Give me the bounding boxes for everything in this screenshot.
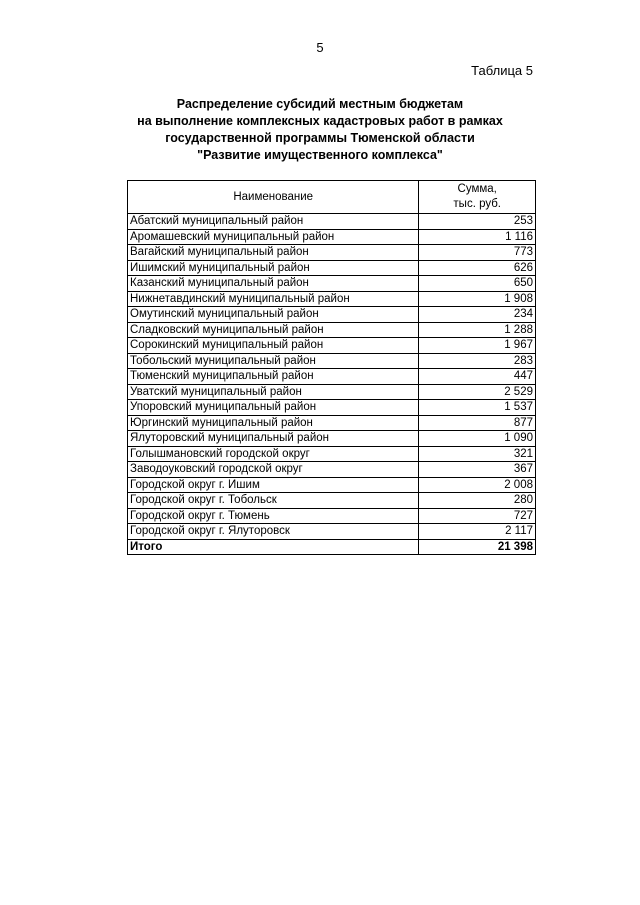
row-sum: 280 bbox=[419, 493, 536, 509]
row-sum: 727 bbox=[419, 508, 536, 524]
row-sum: 1 288 bbox=[419, 322, 536, 338]
row-name: Городской округ г. Ялуторовск bbox=[128, 524, 419, 540]
table-row bbox=[128, 477, 536, 493]
row-sum: 283 bbox=[419, 353, 536, 369]
title-line: государственной программы Тюменской области bbox=[165, 131, 475, 145]
row-name: Голышмановский городской округ bbox=[128, 446, 419, 462]
row-name: Казанский муниципальный район bbox=[128, 276, 419, 292]
row-name: Абатский муниципальный район bbox=[128, 214, 419, 230]
table-row bbox=[128, 214, 536, 230]
table-body bbox=[128, 214, 536, 540]
row-sum: 253 bbox=[419, 214, 536, 230]
row-name: Городской округ г. Тобольск bbox=[128, 493, 419, 509]
table-row bbox=[128, 400, 536, 416]
row-name: Юргинский муниципальный район bbox=[128, 415, 419, 431]
total-row bbox=[128, 539, 536, 555]
header-sum bbox=[419, 181, 536, 214]
table-header-row bbox=[128, 181, 536, 214]
document-title bbox=[0, 96, 640, 164]
header-name: Наименование bbox=[128, 181, 419, 214]
row-sum: 877 bbox=[419, 415, 536, 431]
table-row bbox=[128, 431, 536, 447]
row-sum: 1 090 bbox=[419, 431, 536, 447]
title-line: "Развитие имущественного комплекса" bbox=[197, 148, 443, 162]
row-name: Нижнетавдинский муниципальный район bbox=[128, 291, 419, 307]
table-row bbox=[128, 353, 536, 369]
row-name: Заводоуковский городской округ bbox=[128, 462, 419, 478]
table-row bbox=[128, 229, 536, 245]
table-row bbox=[128, 415, 536, 431]
row-sum: 1 537 bbox=[419, 400, 536, 416]
row-sum: 1 967 bbox=[419, 338, 536, 354]
row-name: Тобольский муниципальный район bbox=[128, 353, 419, 369]
row-name: Омутинский муниципальный район bbox=[128, 307, 419, 323]
header-sum-line1: Сумма, bbox=[457, 183, 497, 195]
page-number: 5 bbox=[316, 40, 324, 55]
row-name: Вагайский муниципальный район bbox=[128, 245, 419, 261]
table-row bbox=[128, 508, 536, 524]
table-row bbox=[128, 384, 536, 400]
table-row bbox=[128, 260, 536, 276]
row-name: Тюменский муниципальный район bbox=[128, 369, 419, 385]
row-name: Ялуторовский муниципальный район bbox=[128, 431, 419, 447]
row-name: Городской округ г. Ишим bbox=[128, 477, 419, 493]
table-row bbox=[128, 291, 536, 307]
table-row bbox=[128, 462, 536, 478]
row-sum: 2 529 bbox=[419, 384, 536, 400]
table-row bbox=[128, 369, 536, 385]
table-row bbox=[128, 524, 536, 540]
subsidy-table bbox=[127, 180, 536, 555]
row-name: Городской округ г. Тюмень bbox=[128, 508, 419, 524]
row-name: Аромашевский муниципальный район bbox=[128, 229, 419, 245]
total-sum: 21 398 bbox=[419, 539, 536, 555]
row-sum: 1 908 bbox=[419, 291, 536, 307]
row-sum: 2 117 bbox=[419, 524, 536, 540]
table-row bbox=[128, 245, 536, 261]
title-line: Распределение субсидий местным бюджетам bbox=[176, 97, 464, 111]
table-row bbox=[128, 307, 536, 323]
header-sum-line2: тыс. руб. bbox=[453, 198, 502, 210]
row-sum: 234 bbox=[419, 307, 536, 323]
row-name: Сорокинский муниципальный район bbox=[128, 338, 419, 354]
total-label: Итого bbox=[128, 539, 419, 555]
row-name: Уватский муниципальный район bbox=[128, 384, 419, 400]
table-row bbox=[128, 493, 536, 509]
table-row bbox=[128, 446, 536, 462]
row-sum: 1 116 bbox=[419, 229, 536, 245]
row-sum: 650 bbox=[419, 276, 536, 292]
row-sum: 773 bbox=[419, 245, 536, 261]
row-sum: 367 bbox=[419, 462, 536, 478]
table-row bbox=[128, 322, 536, 338]
row-sum: 321 bbox=[419, 446, 536, 462]
row-sum: 447 bbox=[419, 369, 536, 385]
row-name: Сладковский муниципальный район bbox=[128, 322, 419, 338]
title-line: на выполнение комплексных кадастровых работ в рамках bbox=[137, 114, 503, 128]
table-label: Таблица 5 bbox=[471, 63, 533, 78]
table-row bbox=[128, 276, 536, 292]
row-sum: 2 008 bbox=[419, 477, 536, 493]
row-sum: 626 bbox=[419, 260, 536, 276]
table-row bbox=[128, 338, 536, 354]
row-name: Ишимский муниципальный район bbox=[128, 260, 419, 276]
row-name: Упоровский муниципальный район bbox=[128, 400, 419, 416]
